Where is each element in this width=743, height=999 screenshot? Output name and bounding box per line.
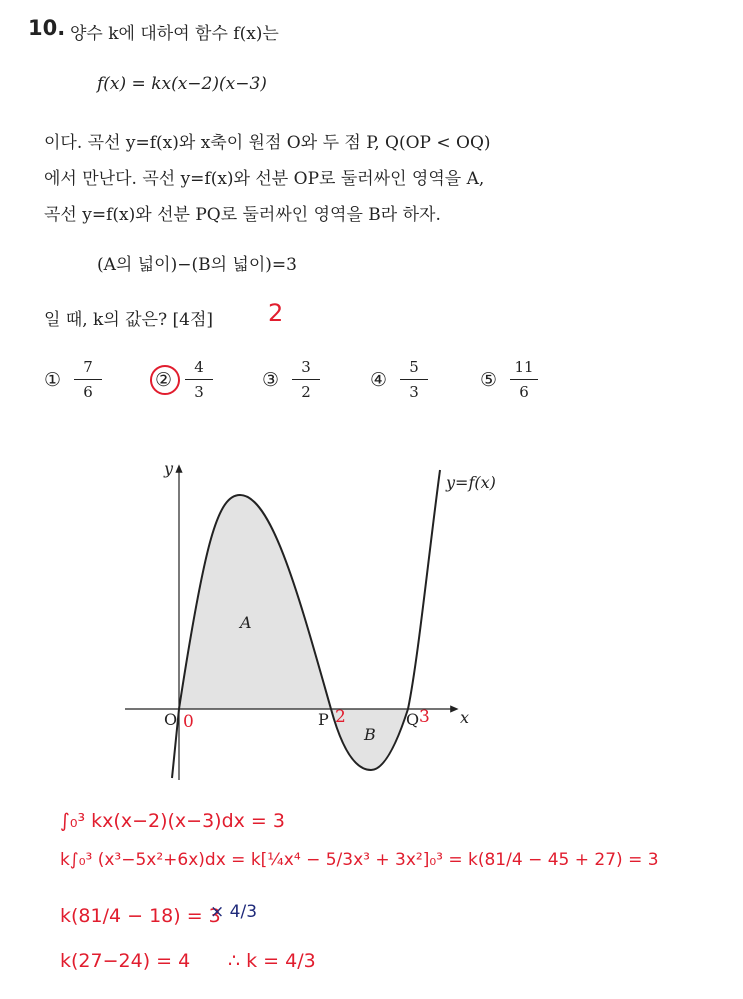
choice-fraction: 7 6 — [74, 357, 102, 402]
x-axis-label: x — [460, 708, 470, 727]
origin-label: O — [164, 710, 178, 729]
p-label: P — [318, 710, 329, 729]
q-label: Q — [406, 710, 420, 729]
solution-result: ∴ k = 4/3 — [228, 950, 316, 972]
solution-line-3: k(81/4 − 18) = 3 — [60, 905, 221, 927]
region-a-shade — [179, 495, 331, 709]
region-b-label: B — [364, 725, 376, 744]
y-axis-label: y — [164, 459, 174, 478]
area-condition: (A의 넓이)−(B의 넓이)=3 — [97, 255, 297, 275]
choice-fraction: 5 3 — [400, 357, 428, 402]
paragraph-line-3: 곡선 y=f(x)와 선분 PQ로 둘러싸인 영역을 B라 하자. — [44, 205, 441, 225]
choice-fraction: 11 6 — [510, 357, 538, 402]
choice-mark: ③ — [262, 369, 280, 391]
choice-mark: ④ — [370, 369, 388, 391]
solution-line-3-note: × 4/3 — [210, 902, 258, 922]
choice-mark: ① — [44, 369, 62, 391]
question-number: 10. — [28, 16, 66, 40]
choice-fraction: 3 2 — [292, 357, 320, 402]
solution-line-1: ∫₀³ kx(x−2)(x−3)dx = 3 — [60, 810, 285, 832]
choice-fraction: 4 3 — [185, 357, 213, 402]
solution-line-4: k(27−24) = 4 — [60, 950, 191, 972]
hw-q-label: 3 — [419, 707, 430, 727]
choice-mark: ② — [155, 369, 173, 391]
question-stem: 양수 k에 대하여 함수 f(x)는 — [70, 24, 279, 44]
choice-mark: ⑤ — [480, 369, 498, 391]
function-formula: f(x) = kx(x−2)(x−3) — [97, 74, 267, 94]
curve-label: y=f(x) — [446, 473, 496, 492]
question-ask: 일 때, k의 값은? [4점] — [44, 310, 214, 330]
paragraph-line-1: 이다. 곡선 y=f(x)와 x축이 원점 O와 두 점 P, Q(OP < OQ) — [44, 133, 491, 153]
paragraph-line-2: 에서 만난다. 곡선 y=f(x)와 선분 OP로 둘러싸인 영역을 A, — [44, 169, 485, 189]
solution-line-2: k∫₀³ (x³−5x²+6x)dx = k[¼x⁴ − 5/3x³ + 3x²]₀³ = k(81/4 − 45 + 27) = 3 — [60, 850, 659, 870]
hw-origin-label: 0 — [183, 712, 194, 732]
handwritten-answer: 2 — [268, 299, 284, 327]
region-a-label: A — [240, 613, 252, 632]
hw-p-label: 2 — [335, 707, 346, 727]
